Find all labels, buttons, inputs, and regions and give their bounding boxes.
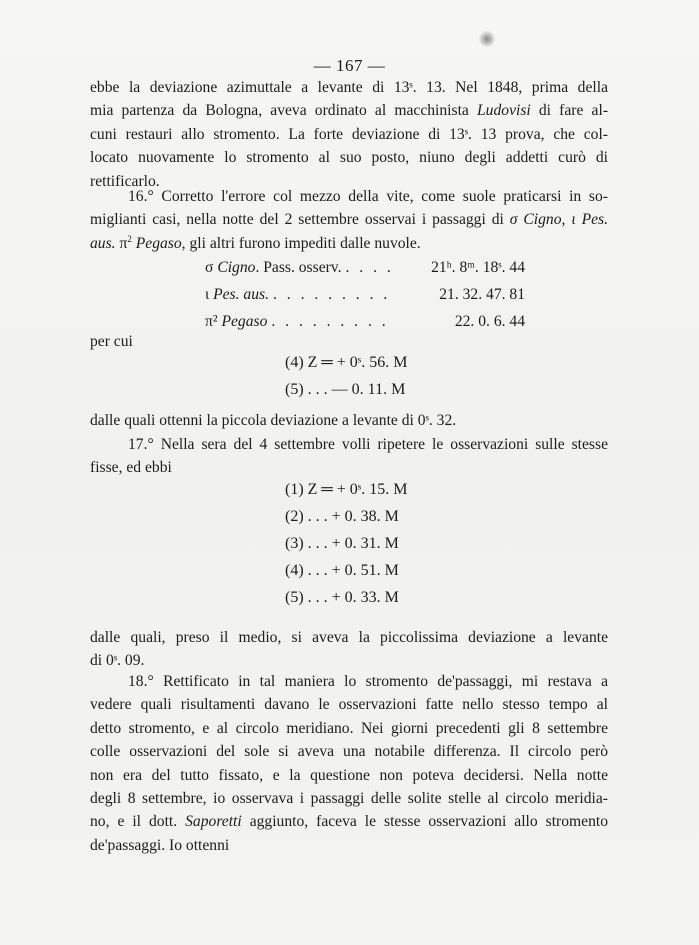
text-span: aggiunto, faceva le stesse osservazioni allo stromento	[241, 813, 608, 831]
star-name: Cigno	[217, 259, 256, 276]
text-line: detto stromento, e al circolo meridiano. Nei giorni precedenti gli 8 settembre	[90, 719, 608, 737]
text-line: 18.° Rettificato in tal maniera lo stromento de'passaggi, mi restava a	[128, 673, 608, 690]
leader-dots: . . . .	[345, 259, 394, 276]
equation-expr: Z ═ + 0ˢ. 15. M	[307, 481, 408, 498]
equation-row	[285, 476, 407, 503]
equation-block-1	[285, 349, 407, 403]
equation-block-2	[285, 476, 407, 611]
equation-row	[285, 503, 407, 530]
text-line: di 0ˢ. 09.	[90, 652, 145, 670]
equation-expr: . . . + 0. 51. M	[307, 562, 399, 579]
text-span: no, e il dott.	[90, 813, 186, 831]
page-number: — 167 —	[313, 56, 386, 75]
text-line: cuni restauri allo stromento. La forte deviazione di 13ˢ. 13 prova, che col-	[90, 125, 608, 143]
superscript: 2	[127, 233, 132, 244]
equation-row	[285, 584, 407, 611]
equation-expr: . . . — 0. 11. M	[307, 381, 406, 398]
label-suffix: . Pass. osserv.	[255, 259, 342, 276]
equation-label: (1)	[285, 481, 304, 498]
star-label	[205, 313, 267, 331]
equation-row	[285, 557, 407, 584]
text-line: 17.° Nella sera del 4 settembre volli ripetere le osservazioni sulle stesse	[128, 436, 608, 453]
greek-letter: π	[119, 234, 128, 252]
text-line	[90, 99, 608, 122]
text-span: di fare al-	[530, 102, 609, 120]
leader-dots: . . . . . . . . .	[272, 286, 391, 303]
equation-row	[285, 530, 407, 557]
text-line	[90, 208, 608, 231]
star-name: Pegaso	[221, 313, 268, 330]
text-line: dalle quali, preso il medio, si aveva la piccolissima deviazione a levante	[90, 629, 608, 646]
text-line	[90, 232, 608, 255]
text-span: mia partenza da Bologna, aveva ordinato al macchinista	[90, 102, 477, 120]
text-line: locato nuovamente lo stromento al suo posto, niuno degli addetti curò di	[90, 149, 608, 167]
transit-time: 21ʰ. 8ᵐ. 18ˢ. 44	[431, 259, 525, 276]
paragraph-continuation	[90, 76, 608, 193]
table-row	[205, 259, 525, 286]
paragraph-17	[90, 433, 608, 480]
greek-letter: ι	[205, 286, 210, 303]
text-line: dalle quali ottenni la piccola deviazione a levante di 0ˢ. 32.	[90, 412, 457, 429]
text-span: miglianti casi, nella notte del 2 settembre osservai i passaggi di	[90, 211, 510, 229]
ink-smudge	[479, 31, 495, 47]
text-line: colle osservazioni del sole si aveva una notabile differenza. Il circolo però	[90, 743, 608, 761]
equation-label: (5)	[285, 589, 304, 606]
star-name: σ Cigno,	[509, 211, 572, 229]
star-name: aus.	[90, 234, 120, 252]
equation-label: (4)	[285, 562, 304, 579]
italic-name: Saporetti	[185, 813, 242, 831]
star-label	[205, 286, 269, 304]
equation-expr: . . . + 0. 38. M	[307, 508, 399, 525]
greek-letter: π²	[205, 313, 218, 330]
text-line: degli 8 settembre, io osservava i passaggi delle solite stelle al circolo meridia-	[90, 789, 608, 807]
text-line: fisse, ed ebbi	[90, 459, 172, 477]
star-name: Pes. aus.	[213, 286, 269, 303]
text-line: de'passaggi. Io ottenni	[90, 836, 230, 854]
table-row	[205, 313, 525, 340]
result-2	[90, 626, 608, 673]
leader-dots: . . . . . . . . .	[271, 313, 389, 330]
equation-expr: . . . + 0. 31. M	[307, 535, 399, 552]
equation-row	[285, 349, 407, 376]
paragraph-18	[90, 670, 608, 857]
equation-label: (3)	[285, 535, 304, 552]
paragraph-16	[90, 185, 608, 255]
equation-label: (2)	[285, 508, 304, 525]
equation-label: (5)	[285, 381, 304, 398]
text-line: rettificarlo.	[90, 172, 160, 190]
per-cui-label: per cui	[90, 333, 133, 350]
equation-row	[285, 376, 407, 403]
italic-name: Ludovisi	[477, 102, 531, 120]
text-span: ,	[181, 234, 190, 252]
result-1	[90, 409, 608, 432]
transit-time: 21. 32. 47. 81	[439, 286, 525, 303]
table-row	[205, 286, 525, 313]
star-name: Pegaso	[131, 234, 182, 252]
text-line: ebbe la deviazione azimuttale a levante di 13ˢ. 13. Nel 1848, prima della	[90, 79, 608, 96]
text-line: 16.° Corretto l'errore col mezzo della vite, come suole praticarsi in so-	[128, 188, 608, 205]
star-name: ι Pes.	[571, 211, 608, 229]
star-label	[205, 259, 342, 277]
equation-expr: . . . + 0. 33. M	[307, 589, 399, 606]
equation-label: (4)	[285, 354, 304, 371]
text-line: non era del tutto fissato, e la questione non poteva decidersi. Nella notte	[90, 766, 608, 784]
greek-letter: σ	[205, 259, 214, 276]
transit-time: 22. 0. 6. 44	[454, 313, 525, 330]
text-line	[90, 810, 608, 833]
text-line: vedere quali risultamenti davano le osservazioni fatte nello stesso tempo al	[90, 696, 608, 714]
observation-table	[205, 259, 525, 340]
equation-expr: Z ═ + 0ˢ. 56. M	[307, 354, 408, 371]
text-span: gli altri furono impediti dalle nuvole.	[189, 234, 421, 252]
